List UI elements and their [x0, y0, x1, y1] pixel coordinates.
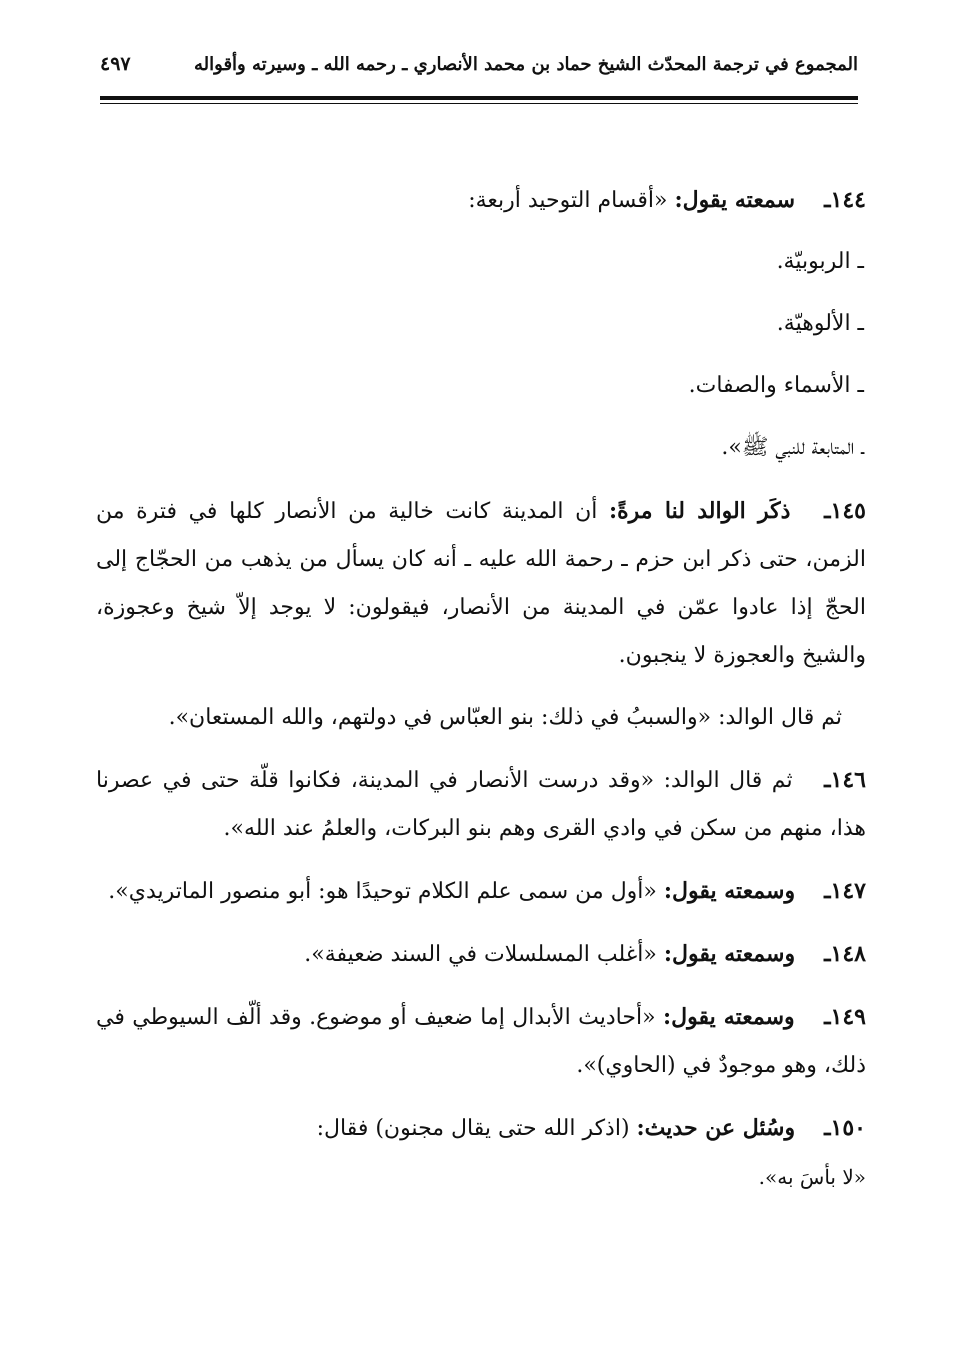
entry-number: ١٥٠	[830, 1115, 866, 1141]
entry-dash: ـ	[824, 187, 831, 213]
entry-148	[96, 930, 866, 979]
entry-number: ١٤٨	[830, 941, 866, 967]
list-item: ـ المتابعة للنبي ﷺ».	[721, 435, 864, 460]
entry-146	[96, 756, 866, 853]
entry-lead: وسمعته يقول:	[662, 1004, 795, 1030]
entry-dash: ـ	[824, 1004, 831, 1030]
entry-text: «أقسام التوحيد أربعة:	[468, 188, 668, 213]
header-title: المجموع في ترجمة المحدّث الشيخ حماد بن محمد الأنصاري ـ رحمه الله ـ وسيرته وأقواله	[194, 53, 858, 75]
running-header	[100, 44, 858, 84]
entry-lead: وسمعته يقول:	[663, 941, 796, 967]
entry-text: «أحاديث الأبدال إما ضعيف أو موضوع. وقد ألّف السيوطي في ذلك، وهو موجودٌ في (الحاوي)».	[96, 1005, 866, 1078]
list-item: ـ الألوهيّة.	[776, 311, 864, 336]
entry-text: ثم قال الوالد: «وقد درست الأنصار في المدينة، فكانوا قلّة حتى في عصرنا هذا، منهم من سكن في وادي القرى وهم بنو البركات، والعلمُ عند الله».	[96, 768, 866, 841]
header-rule-thin	[100, 103, 858, 104]
entry-text: (اذكر الله حتى يقال مجنون) فقال:	[316, 1116, 630, 1141]
tawhid-list	[96, 239, 866, 471]
entry-144	[96, 176, 866, 225]
entry-lead: وسمعته يقول:	[663, 878, 796, 904]
page-body	[96, 176, 866, 1215]
list-item: ـ الربوبيّة.	[776, 249, 864, 274]
entry-145-followup: ثم قال الوالد: «والسببُ في ذلك: بنو العبّاس في دولتهم، والله المستعان».	[168, 705, 842, 730]
page-number: ٤٩٧	[100, 53, 131, 75]
entry-145	[96, 487, 866, 680]
entry-number: ١٤٧	[830, 878, 866, 904]
entry-lead: سمعته يقول:	[674, 187, 796, 213]
entry-dash: ـ	[824, 878, 831, 904]
entry-number: ١٤٤	[830, 187, 866, 213]
entry-dash: ـ	[824, 1115, 831, 1141]
entry-number: ١٤٩	[830, 1004, 866, 1030]
entry-dash: ـ	[824, 941, 831, 967]
entry-dash: ـ	[824, 498, 831, 524]
entry-lead: وسُئل عن حديث:	[636, 1115, 796, 1141]
entry-number: ١٤٥	[830, 498, 866, 524]
entry-text: أن المدينة كانت خالية من الأنصار كلها في فترة من الزمن، حتى ذكر ابن حزم ـ رحمة الله عليه ـ أنه كان يسأل من يذهب من الحجّاج إلى الحجّ إذا عادوا عمّن في المدينة من الأنصار، فيقولون: لا يوجد إلاّ شيخ وعجوزة، والشيخ والعجوزة لا ينجبون.	[96, 499, 866, 668]
entry-text: «أغلب المسلسلات في السند ضعيفة».	[304, 942, 657, 967]
entry-150	[96, 1104, 866, 1153]
entry-text: «أول من سمى علم الكلام توحيدًا هو: أبو منصور الماتريدي».	[108, 879, 657, 904]
entry-lead: ذكَر الوالد لنا مرةً:	[609, 498, 791, 524]
header-rule-thick	[100, 96, 858, 100]
entry-dash: ـ	[824, 767, 831, 793]
entry-150-answer: «لا بأسَ به».	[758, 1165, 866, 1189]
entry-147	[96, 867, 866, 916]
entry-149	[96, 993, 866, 1090]
list-item: ـ الأسماء والصفات.	[688, 373, 864, 398]
entry-number: ١٤٦	[830, 767, 866, 793]
